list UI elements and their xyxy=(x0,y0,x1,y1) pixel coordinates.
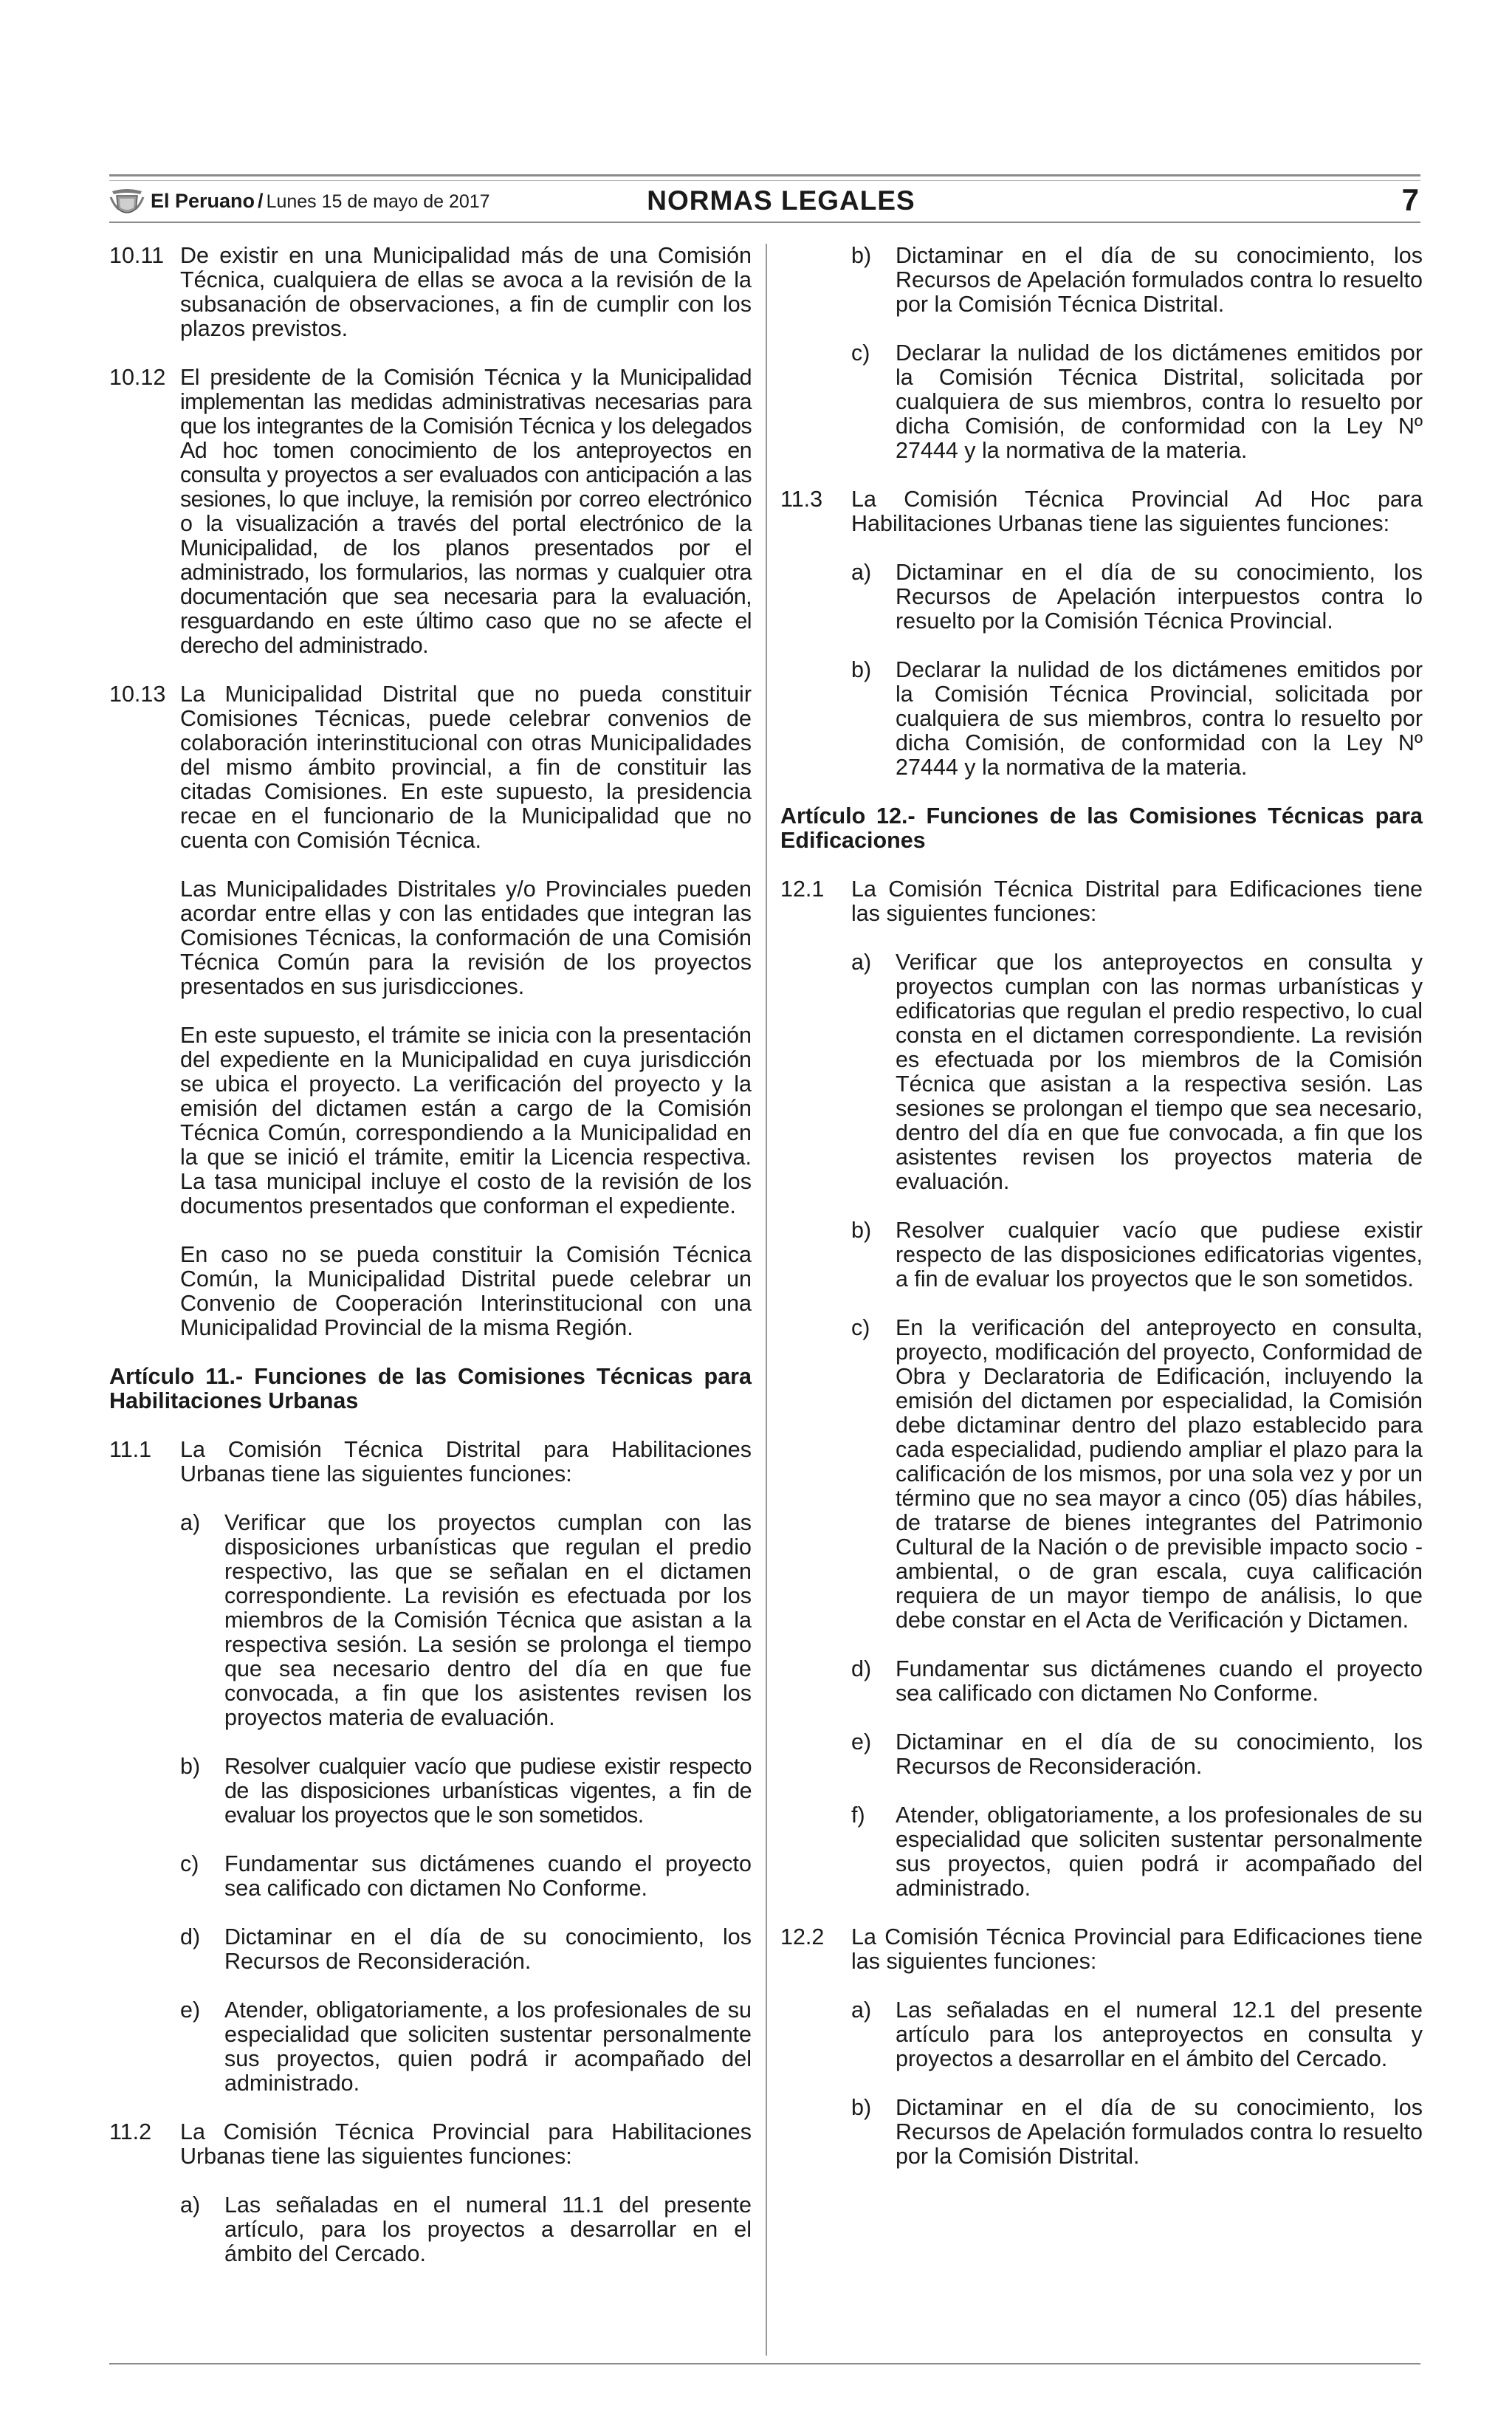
sub-item-letter: a) xyxy=(851,1997,872,2023)
sub-item-text: Atender, obligatoriamente, a los profesionales de su especialidad que soliciten sustentar personalmente sus proyectos, quien podrá ir acompañado del administrado. xyxy=(896,1803,1423,1901)
sub-item-letter: a) xyxy=(851,560,872,585)
article-12-heading: Artículo 12.- Funciones de las Comisiones Técnicas para Edificaciones xyxy=(780,803,1423,853)
sub-item-text: Resolver cualquier vacío que pudiese existir respecto de las disposiciones urbanísticas vigentes, a fin de evaluar los proyectos que le son sometidos. xyxy=(224,1754,752,1828)
issue-date: Lunes 15 de mayo de 2017 xyxy=(266,191,490,212)
paragraph-text: En caso no se pueda constituir la Comisión Técnica Común, la Municipalidad Distrital puede celebrar un Convenio de Cooperación Interinstitucional con una Municipalidad Provincial de la misma Región. xyxy=(180,1242,752,1340)
sub-item-letter: c) xyxy=(851,340,870,366)
sub-item-letter: e) xyxy=(180,1997,201,2023)
column-divider xyxy=(766,244,767,2356)
article-11-heading: Artículo 11.- Funciones de las Comisiones Técnicas para Habilitaciones Urbanas xyxy=(109,1364,752,1413)
sub-item-text: En la verificación del anteproyecto en consulta, proyecto, modificación del proyecto, Conformidad de Obra y Declaratoria de Edificación, incluyendo la emisión del dictamen por especialidad, la Comisión debe dictaminar dentro del plazo establecido para cada especialidad, pudiendo ampliar el plazo para la calificación de los mismos, por una sola vez y por un término que no sea mayor a cinco (05) días hábiles, de tratarse de bienes integrantes del Patrimonio Cultural de la Nación o de previsible impacto socio - ambiental, o de gran escala, cuya calificación requiera de un mayor tiempo de análisis, lo que debe constar en el Acta de Verificación y Dictamen. xyxy=(896,1315,1423,1633)
sub-item-letter: a) xyxy=(851,950,872,975)
sub-item-e xyxy=(851,1730,1423,1779)
paragraph-10-13 xyxy=(109,682,752,1340)
sub-item-text: Dictaminar en el día de su conocimiento, los Recursos de Apelación formulados contra lo resuelto por la Comisión Técnica Distrital. xyxy=(896,243,1423,317)
paragraph-text: La Comisión Técnica Distrital para Edificaciones tiene las siguientes funciones: xyxy=(851,877,1423,926)
sub-item-letter: e) xyxy=(851,1729,872,1755)
header-bottom-rule xyxy=(109,222,1420,223)
sub-item-c xyxy=(851,1316,1423,1633)
sub-item-f xyxy=(851,1803,1423,1901)
paragraph-number-blank xyxy=(780,244,851,463)
section-title: NORMAS LEGALES xyxy=(647,185,915,216)
paragraph-text: La Comisión Técnica Provincial para Edificaciones tiene las siguientes funciones: xyxy=(851,1924,1423,1974)
sub-item-b xyxy=(851,2096,1423,2169)
sub-item-letter: d) xyxy=(851,1656,872,1681)
sub-item-c xyxy=(180,1852,752,1901)
header-thin-rule xyxy=(109,180,1420,181)
sub-item-text: Dictaminar en el día de su conocimiento, los Recursos de Apelación formulados contra lo resuelto por la Comisión Distrital. xyxy=(896,2095,1423,2169)
sub-item-letter: b) xyxy=(851,243,872,268)
sub-item-list xyxy=(851,560,1423,780)
left-column xyxy=(109,244,752,2291)
paragraph-text: La Municipalidad Distrital que no pueda constituir Comisiones Técnicas, puede celebrar convenios de colaboración interinstitucional con otras Municipalidades del mismo ámbito provincial, a fin de constituir las citadas Comisiones. En este supuesto, la presidencia recae en el funcionario de la Municipalidad que no cuenta con Comisión Técnica. xyxy=(180,682,752,853)
sub-item-a xyxy=(180,2193,752,2266)
paragraph-12-1 xyxy=(780,877,1423,1901)
sub-item-list xyxy=(851,950,1423,1901)
paragraph-number: 10.11 xyxy=(109,243,165,268)
header-top-rule xyxy=(109,174,1420,176)
sub-item-list xyxy=(851,1998,1423,2169)
sub-item-letter: b) xyxy=(851,657,872,682)
sub-item-c xyxy=(851,341,1423,463)
sub-item-d xyxy=(851,1657,1423,1706)
paragraph-number: 11.1 xyxy=(109,1437,152,1462)
sub-item-text: Las señaladas en el numeral 12.1 del presente artículo para los anteproyectos en consulta y proyectos a desarrollar en el ámbito del Cercado. xyxy=(896,1997,1423,2071)
sub-item-a xyxy=(180,1511,752,1730)
brand-name: El Peruano xyxy=(151,190,255,212)
sub-item-letter: c) xyxy=(180,1851,199,1876)
right-column xyxy=(780,244,1423,2193)
brand-slash: / xyxy=(258,190,264,212)
paragraph-number: 11.2 xyxy=(109,2119,152,2144)
sub-item-letter: a) xyxy=(180,1510,201,1535)
paragraph-text: En este supuesto, el trámite se inicia con la presentación del expediente en la Municipalidad en cuya jurisdicción se ubica el proyecto. La verificación del proyecto y la emisión del dictamen están a cargo de la Comisión Técnica Común, correspondiendo a la Municipalidad en la que se inició el trámite, emitir la Licencia respectiva. La tasa municipal incluye el costo de la revisión de los documentos presentados que conforman el expediente. xyxy=(180,1023,752,1218)
paragraph-number: 11.3 xyxy=(780,487,823,512)
paragraph-text: La Comisión Técnica Provincial Ad Hoc para Habilitaciones Urbanas tiene las siguientes funciones: xyxy=(851,487,1423,536)
paragraph-10-12 xyxy=(109,366,752,658)
sub-item-text: Fundamentar sus dictámenes cuando el proyecto sea calificado con dictamen No Conforme. xyxy=(224,1851,752,1901)
sub-item-text: Verificar que los proyectos cumplan con las disposiciones urbanísticas que regulan el predio respectivo, las que se señalan en el dictamen correspondiente. La revisión es efectuada por los miembros de la Comisión Técnica que asistan a la respectiva sesión. La sesión se prolonga el tiempo que sea necesario dentro del día en que fue convocada, a fin que los asistentes revisen los proyectos materia de evaluación. xyxy=(224,1510,752,1730)
paragraph-number: 10.13 xyxy=(109,682,166,707)
sub-item-text: Las señaladas en el numeral 11.1 del presente artículo, para los proyectos a desarrollar en el ámbito del Cercado. xyxy=(224,2192,752,2266)
sub-item-b xyxy=(851,1218,1423,1292)
sub-item-text: Fundamentar sus dictámenes cuando el proyecto sea calificado con dictamen No Conforme. xyxy=(896,1656,1423,1706)
sub-item-letter: b) xyxy=(851,1218,872,1243)
page-header xyxy=(109,174,1420,238)
sub-item-b xyxy=(180,1755,752,1828)
sub-item-letter: d) xyxy=(180,1924,201,1949)
header-brand-date xyxy=(151,190,490,213)
paragraph-text: Las Municipalidades Distritales y/o Provinciales pueden acordar entre ellas y con las entidades que integran las Comisiones Técnicas, la conformación de una Comisión Técnica Común para la revisión de los proyectos presentados en sus jurisdicciones. xyxy=(180,877,752,999)
paragraph-11-3 xyxy=(780,487,1423,780)
paragraph-text: La Comisión Técnica Distrital para Habilitaciones Urbanas tiene las siguientes funciones: xyxy=(180,1437,752,1486)
page-number: 7 xyxy=(1401,182,1419,217)
paragraph-11-1 xyxy=(109,1438,752,2096)
sub-item-list xyxy=(851,244,1423,463)
sub-item-letter: b) xyxy=(180,1754,201,1779)
page-footer-rule xyxy=(109,2363,1420,2364)
paragraph-10-11 xyxy=(109,244,752,341)
paragraph-12-2 xyxy=(780,1925,1423,2169)
sub-item-text: Resolver cualquier vacío que pudiese existir respecto de las disposiciones edificatorias vigentes, a fin de evaluar los proyectos que le son sometidos. xyxy=(896,1218,1423,1292)
paragraph-text: El presidente de la Comisión Técnica y la Municipalidad implementan las medidas administrativas necesarias para que los integrantes de la Comisión Técnica y los delegados Ad hoc tomen conocimiento de los anteproyectos en consulta y proyectos a ser evaluados con anticipación a las sesiones, lo que incluye, la remisión por correo electrónico o la visualización a través del portal electrónico de la Municipalidad, de los planos presentados por el administrado, los formularios, las normas y cualquier otra documentación que sea necesaria para la evaluación, resguardando en este último caso que no se afecte el derecho del administrado. xyxy=(180,365,752,658)
paragraph-text: De existir en una Municipalidad más de una Comisión Técnica, cualquiera de ellas se avoca a la revisión de la subsanación de observaciones, a fin de cumplir con los plazos previstos. xyxy=(180,243,752,341)
sub-item-letter: f) xyxy=(851,1803,865,1828)
sub-item-d xyxy=(180,1925,752,1974)
sub-item-list xyxy=(180,2193,752,2266)
sub-item-letter: a) xyxy=(180,2192,201,2218)
paragraph-number: 12.2 xyxy=(780,1924,825,1949)
sub-item-letter: c) xyxy=(851,1315,870,1340)
paragraph-text: La Comisión Técnica Provincial para Habilitaciones Urbanas tiene las siguientes funciones: xyxy=(180,2119,752,2169)
sub-item-letter: b) xyxy=(851,2095,872,2120)
sub-item-text: Verificar que los anteproyectos en consulta y proyectos cumplan con las normas urbanísticas y edificatorias que regulan el predio respectivo, lo cual consta en el dictamen correspondiente. La revisión es efectuada por los miembros de la Comisión Técnica que asistan a la respectiva sesión. Las sesiones se prolongan el tiempo que sea necesario, dentro del día en que fue convocada, a fin que los asistentes revisen los proyectos materia de evaluación. xyxy=(896,950,1423,1194)
sub-item-a xyxy=(851,950,1423,1194)
sub-item-list xyxy=(180,1511,752,2096)
sub-item-e xyxy=(180,1998,752,2096)
paragraph-number: 12.1 xyxy=(780,877,825,902)
sub-item-text: Atender, obligatoriamente, a los profesionales de su especialidad que soliciten sustentar personalmente sus proyectos, quien podrá ir acompañado del administrado. xyxy=(224,1997,752,2096)
sub-item-a xyxy=(851,560,1423,634)
sub-item-a xyxy=(851,1998,1423,2071)
sub-item-text: Dictaminar en el día de su conocimiento, los Recursos de Reconsideración. xyxy=(224,1924,752,1974)
sub-item-b xyxy=(851,244,1423,317)
sub-item-text: Dictaminar en el día de su conocimiento, los Recursos de Reconsideración. xyxy=(896,1729,1423,1779)
paragraph-11-2-continued xyxy=(780,244,1423,463)
coat-of-arms-icon xyxy=(109,187,145,218)
sub-item-text: Declarar la nulidad de los dictámenes emitidos por la Comisión Técnica Provincial, solicitada por cualquiera de sus miembros, contra lo resuelto por dicha Comisión, de conformidad con la Ley Nº 27444 y la normativa de la materia. xyxy=(896,657,1423,780)
sub-item-b xyxy=(851,658,1423,780)
paragraph-number: 10.12 xyxy=(109,365,166,390)
paragraph-11-2 xyxy=(109,2120,752,2266)
sub-item-text: Declarar la nulidad de los dictámenes emitidos por la Comisión Técnica Distrital, solicitada por cualquiera de sus miembros, contra lo resuelto por dicha Comisión, de conformidad con la Ley Nº 27444 y la normativa de la materia. xyxy=(896,340,1423,463)
sub-item-text: Dictaminar en el día de su conocimiento, los Recursos de Apelación interpuestos contra lo resuelto por la Comisión Técnica Provincial. xyxy=(896,560,1423,634)
